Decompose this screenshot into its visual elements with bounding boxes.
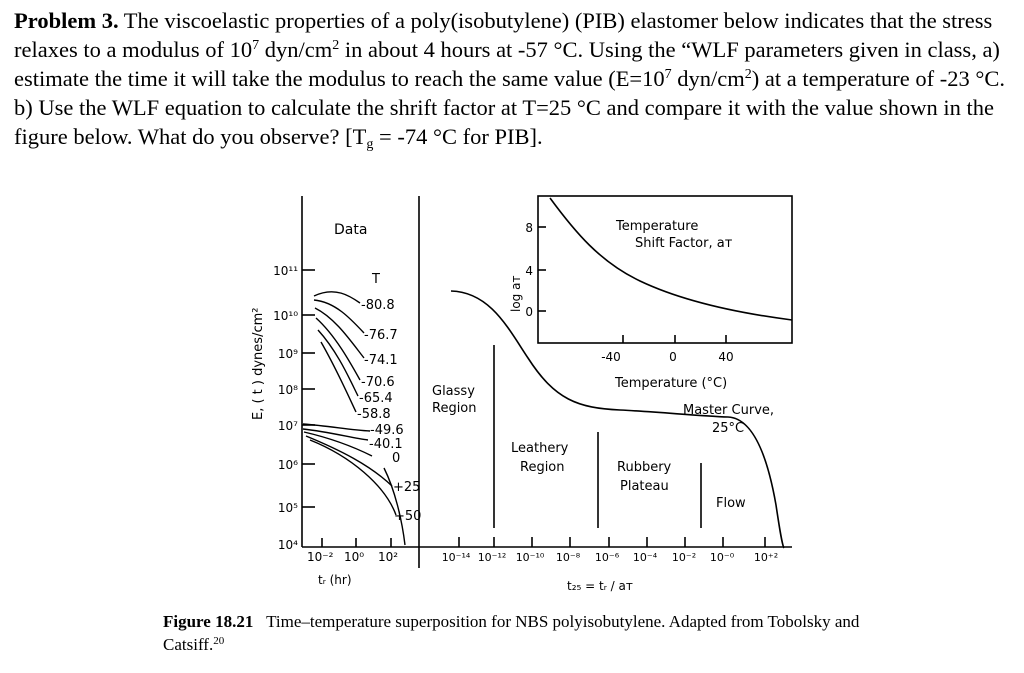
- temp-label: -76.7: [364, 328, 398, 343]
- inset-y-tick: 8: [525, 221, 533, 235]
- curve-58-8: [321, 342, 356, 412]
- temp-label: -49.6: [370, 423, 404, 438]
- problem-label: Problem 3.: [14, 8, 119, 33]
- temp-label: 0: [392, 451, 401, 466]
- y-tick-label: 10⁵: [277, 501, 298, 515]
- region-labels: [432, 384, 774, 511]
- rubbery-label: Plateau: [620, 479, 669, 494]
- x-tick-label: 10⁻¹⁴: [441, 551, 471, 564]
- x-tick-label: 10⁺²: [753, 551, 779, 564]
- caption-ref: 20: [213, 635, 225, 647]
- right-x-label: t₂₅ = tᵣ / aᴛ: [567, 579, 633, 593]
- curve-76-7: [314, 300, 364, 333]
- inset-title: Temperature: [616, 219, 699, 234]
- master-curve-label: Master Curve,: [683, 403, 775, 418]
- x-tick-label: 10⁻⁸: [555, 551, 581, 564]
- temp-label: -80.8: [361, 298, 395, 313]
- y-tick-label: 10⁶: [277, 458, 298, 472]
- curve-70-6: [316, 318, 360, 380]
- y-tick-label: 10⁹: [277, 347, 298, 361]
- curve-74-1: [315, 308, 364, 358]
- inset-x-tick: 0: [669, 350, 677, 364]
- x-tick-label: 10⁻¹²: [477, 551, 507, 564]
- x-tick-label: 10⁻²: [307, 550, 334, 564]
- exponent: 7: [664, 67, 672, 82]
- problem-text: = -74 °C for PIB].: [373, 124, 543, 149]
- inset-y-tick: 4: [525, 264, 533, 278]
- temp-label: -74.1: [364, 353, 398, 368]
- figure-caption: [163, 610, 923, 656]
- exponent: 2: [744, 67, 752, 82]
- y-tick-label: 10⁸: [277, 383, 298, 397]
- flow-label: Flow: [716, 496, 746, 511]
- left-x-label: tᵣ (hr): [318, 573, 352, 587]
- x-tick-label: 10⁻²: [671, 551, 697, 564]
- inset-y-tick: 0: [525, 305, 533, 319]
- problem-text: dyn/cm: [671, 66, 745, 91]
- x-tick-label: 10⁻⁶: [594, 551, 620, 564]
- x-tick-label: 10²: [378, 550, 399, 564]
- y-tick-label: 10⁴: [277, 538, 298, 552]
- glassy-label: Glassy: [432, 384, 475, 399]
- inset-x-tick: -40: [601, 350, 621, 364]
- right-x-tick-labels: [442, 551, 778, 564]
- temp-label: -70.6: [361, 375, 395, 390]
- problem-text: ) at a temperature of -23 °C. b) Use the WLF equation to calculate the shrift factor at T=25 °C and compare it with the value shown in the figure below. What do you observe? [T: [14, 66, 1006, 149]
- master-curve-label: 25°C: [712, 421, 745, 436]
- left-y-label: E, ( t ) dynes/cm²: [251, 307, 266, 420]
- exponent: 7: [252, 38, 260, 53]
- curve-65-4: [318, 330, 358, 396]
- left-y-tick-labels: [273, 264, 298, 552]
- left-x-tick-labels: [307, 550, 398, 564]
- leathery-label: Region: [520, 460, 565, 475]
- y-tick-label: 10⁷: [277, 419, 298, 433]
- problem-text: in about 4 hours at -57 °C. Using the “WLF parameters given in class, a) estimate the time it will take the modulus to reach the same value (E=10: [14, 37, 1000, 91]
- temp-header: T: [372, 272, 380, 287]
- inset-y-label: log aᴛ: [509, 275, 523, 312]
- shift-factor-curve: [550, 198, 792, 320]
- x-tick-label: 10⁻¹⁰: [515, 551, 545, 564]
- problem-text: The viscoelastic properties of a poly(isobutylene) (PIB) elastomer below indicates that the stress relaxes to a modulus of 10: [14, 8, 993, 62]
- left-x-ticks: [322, 538, 391, 547]
- leathery-label: Leathery: [511, 441, 569, 456]
- subscript: g: [366, 137, 374, 152]
- glassy-label: Region: [432, 401, 477, 416]
- inset-labels: [509, 219, 734, 391]
- caption-text: Time–temperature superposition for NBS polyisobutylene. Adapted from Tobolsky and Catsiff.: [163, 612, 860, 654]
- right-x-ticks: [459, 537, 765, 547]
- caption-label: Figure 18.21: [163, 612, 254, 631]
- inset-x-tick: 40: [718, 350, 734, 364]
- problem-text: dyn/cm: [259, 37, 333, 62]
- temp-label: -58.8: [357, 407, 391, 422]
- left-y-ticks: [302, 270, 315, 507]
- temp-label: -40.1: [369, 437, 403, 452]
- temperature-labels: [357, 298, 421, 524]
- y-tick-label: 10¹⁰: [273, 309, 298, 323]
- y-tick-label: 10¹¹: [273, 264, 298, 278]
- exponent: 2: [332, 38, 340, 53]
- temp-label: +50: [394, 509, 422, 524]
- inset-title: Shift Factor, aᴛ: [635, 236, 733, 251]
- x-tick-label: 10⁻⁴: [632, 551, 658, 564]
- temp-label: +25: [393, 480, 421, 495]
- temp-label: -65.4: [359, 391, 393, 406]
- rubbery-label: Rubbery: [617, 460, 672, 475]
- data-label: Data: [334, 222, 368, 238]
- x-tick-label: 10⁰: [344, 550, 365, 564]
- inset-x-label: Temperature (°C): [615, 376, 728, 391]
- curve-0: [304, 432, 372, 456]
- x-tick-label: 10⁻⁰: [709, 551, 735, 564]
